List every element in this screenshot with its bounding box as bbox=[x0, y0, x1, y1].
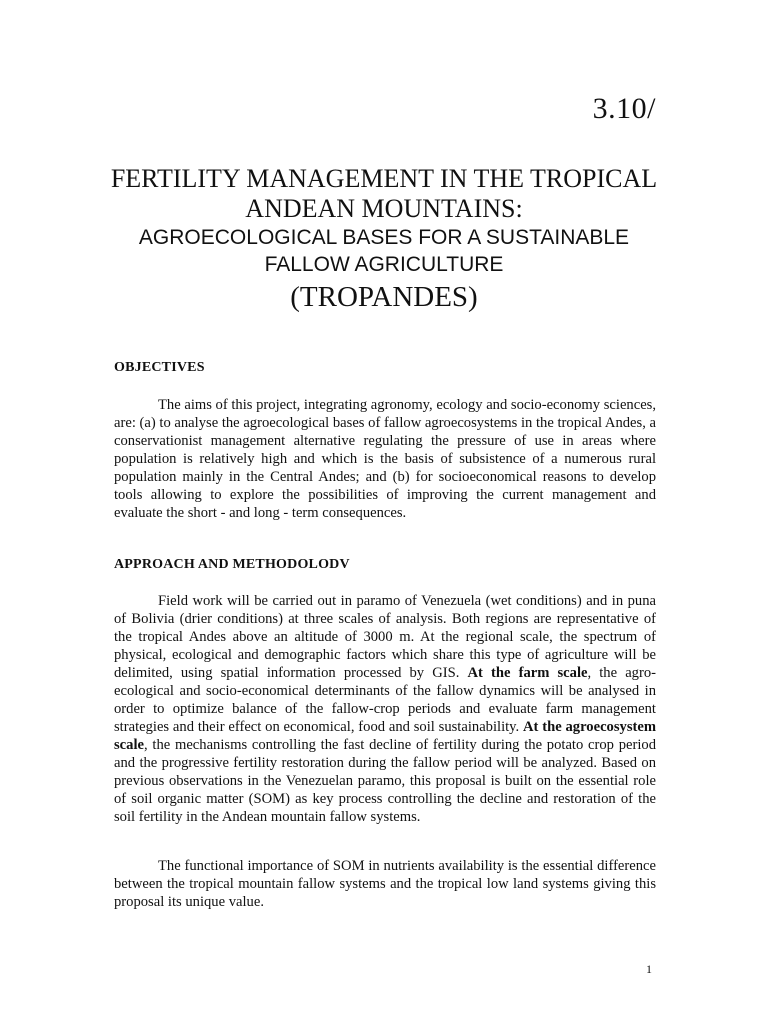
subtitle-line-1: AGROECOLOGICAL BASES FOR A SUSTAINABLE bbox=[138, 226, 630, 249]
approach-p1-text-2: , the agro-ecological and socio-economical determinants of the fallow dynamics will be analysed in order to optimize balance of the fallow-crop periods and evaluate farm management strategies and their effect on economical, food and soil sustainability. bbox=[114, 665, 656, 735]
title-line-2: ANDEAN MOUNTAINS: bbox=[245, 194, 523, 223]
subtitle-line-2: FALLOW AGRICULTURE bbox=[264, 253, 504, 276]
title-line-1: FERTILITY MANAGEMENT IN THE TROPICAL bbox=[110, 164, 658, 193]
approach-body-2 bbox=[114, 857, 656, 911]
approach-body bbox=[114, 592, 656, 826]
approach-paragraph-1 bbox=[114, 592, 656, 826]
objectives-body bbox=[114, 396, 656, 522]
project-acronym: (TROPANDES) bbox=[290, 281, 478, 313]
approach-p1-text-3: , the mechanisms controlling the fast decline of fertility during the potato crop period and the progressive fertility restoration during the fallow period will be analyzed. Based on previous observations in the Venezuelan paramo, this proposal is built on the essential role of soil organic matter (SOM) as key process controlling the decline and restoration of the soil fertility in the Andean mountain fallow systems. bbox=[114, 737, 656, 825]
objectives-paragraph: The aims of this project, integrating agronomy, ecology and socio-economy sciences, are: (a) to analyse the agroecological bases of fallow agroecosystems in the tropical Andes, a conservationist management alternative regulating the pressure of use in areas where population is relatively high and which is the basis of subsistence of a numerous rural population mainly in the Central Andes; and (b) for socioeconomical reasons to develop tools allowing to explore the possibilities of improving the current management and evaluate the short - and long - term consequences. bbox=[114, 397, 656, 521]
agroecosystem-scale-emphasis: At the agroecosystem scale bbox=[114, 719, 656, 753]
page-number: 1 bbox=[646, 962, 652, 976]
title-block bbox=[80, 164, 688, 316]
objectives-heading: OBJECTIVES bbox=[114, 360, 205, 375]
approach-heading: APPROACH AND METHODOLODV bbox=[114, 557, 350, 572]
section-number: 3.10/ bbox=[592, 92, 656, 125]
approach-paragraph-2: The functional importance of SOM in nutrients availability is the essential difference between the tropical mountain fallow systems and the tropical low land systems giving this proposal its unique value. bbox=[114, 858, 656, 910]
approach-p1-text-1: Field work will be carried out in paramo of Venezuela (wet conditions) and in puna of Bolivia (drier conditions) at three scales of analysis. Both regions are representative of the tropical Andes above an altitude of 3000 m. At the regional scale, the spectrum of physical, ecological and demographic factors which share this type of agriculture will be delimited, using spatial information processed by GIS. bbox=[114, 593, 656, 681]
farm-scale-emphasis: At the farm scale bbox=[467, 665, 588, 681]
